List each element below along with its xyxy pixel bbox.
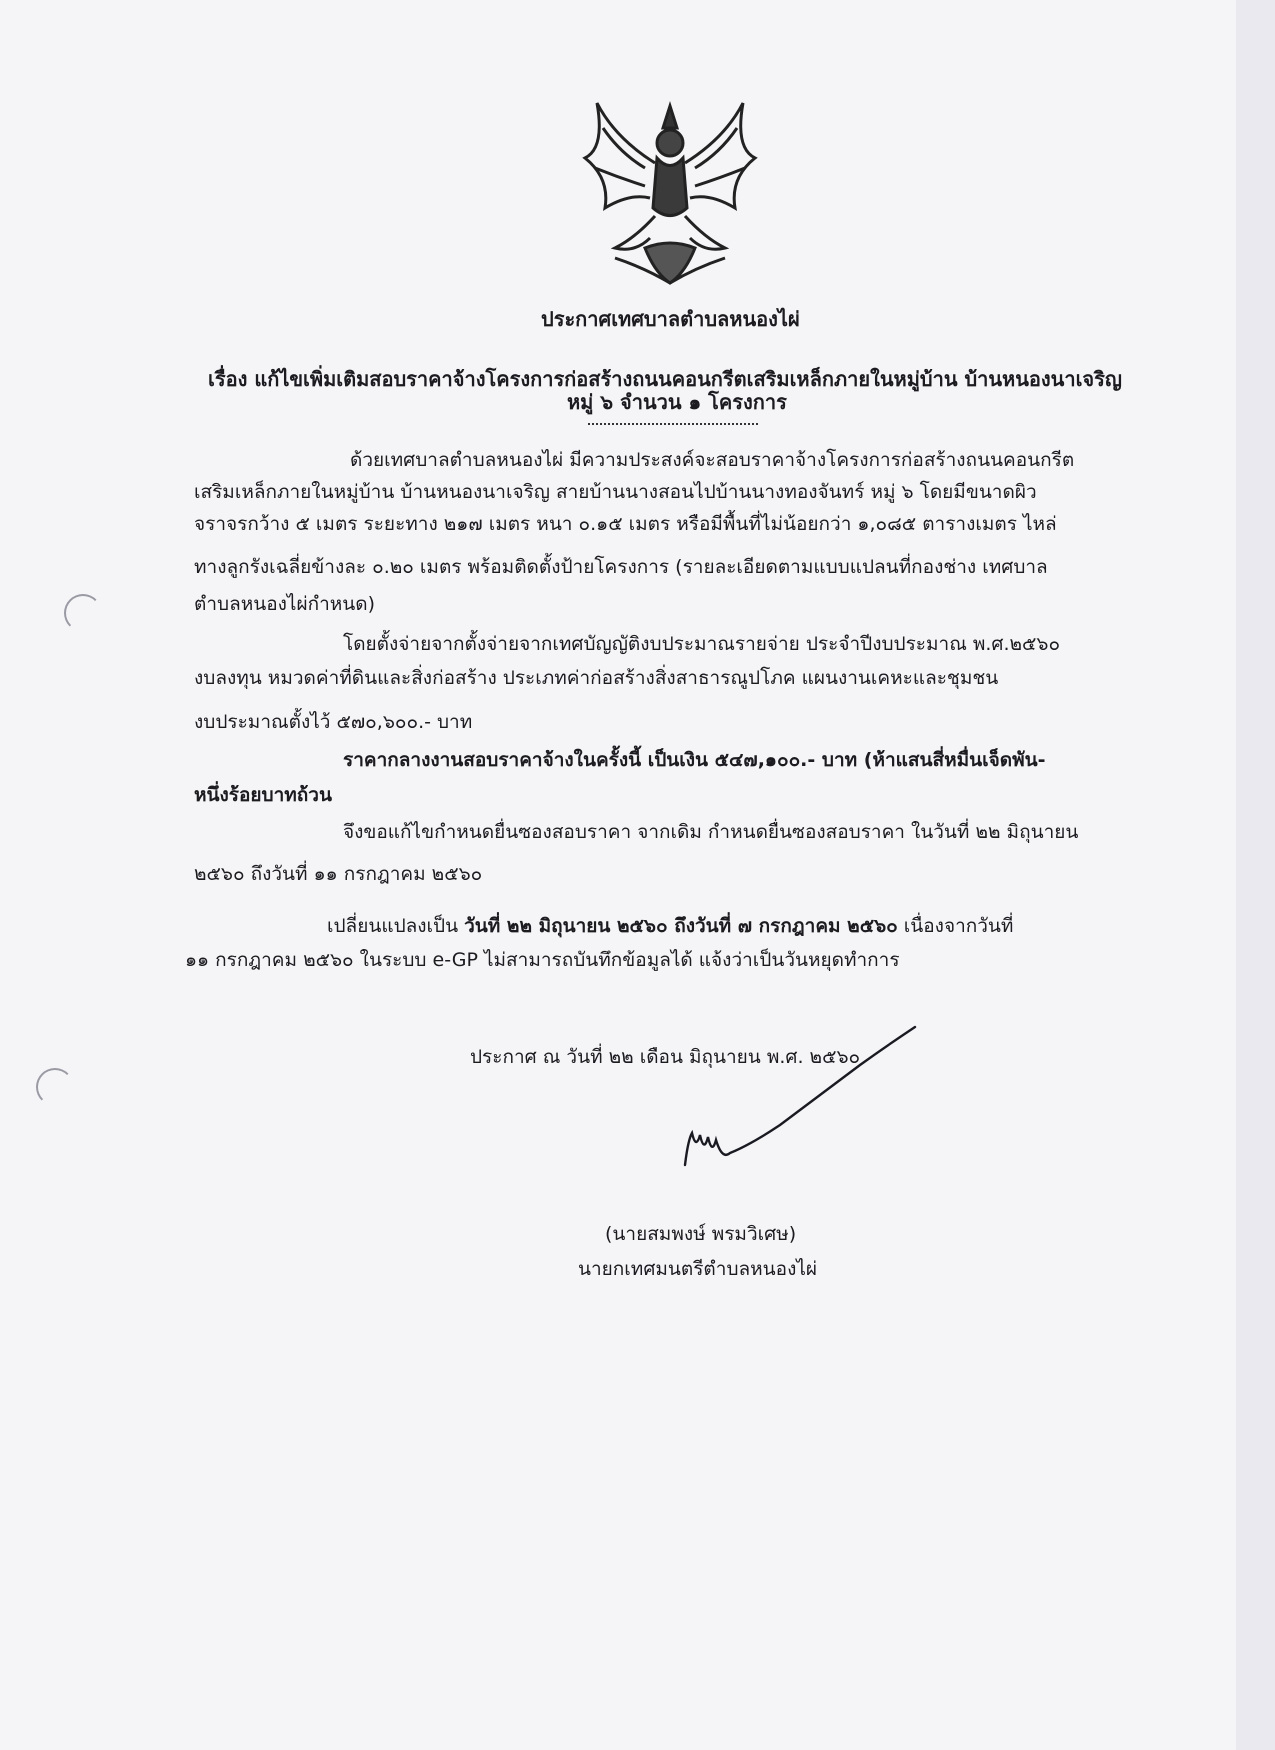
punch-hole <box>36 1068 74 1106</box>
document-heading: ประกาศเทศบาลตำบลหนองไผ่ <box>541 307 800 331</box>
reason-prefix: เนื่องจากวันที่ <box>903 915 1014 937</box>
punch-hole <box>64 594 102 632</box>
paragraph-1-line: ด้วยเทศบาลตำบลหนองไผ่ มีความประสงค์จะสอบราคาจ้างโครงการก่อสร้างถนนคอนกรีต <box>350 449 1075 471</box>
scan-edge <box>1236 0 1275 1750</box>
paragraph-2-line: งบลงทุน หมวดค่าที่ดินและสิ่งก่อสร้าง ประเภทค่าก่อสร้างสิ่งสาธารณูปโภค แผนงานเคหะและชุมชน <box>194 667 999 689</box>
paragraph-2-line: งบประมาณตั้งไว้ ๕๗๐,๖๐๐.- บาท <box>194 711 473 733</box>
paragraph-4-line: จึงขอแก้ไขกำหนดยื่นซองสอบราคา จากเดิม กำหนดยื่นซองสอบราคา ในวันที่ ๒๒ มิถุนายน <box>343 821 1079 843</box>
subject-line-2: หมู่ ๖ จำนวน ๑ โครงการ <box>567 390 787 414</box>
new-date-range: วันที่ ๒๒ มิถุนายน ๒๕๖๐ ถึงวันที่ ๗ กรกฎาคม ๒๕๖๐ <box>464 915 898 937</box>
paragraph-1-line: ทางลูกรังเฉลี่ยข้างละ ๐.๒๐ เมตร พร้อมติดตั้งป้ายโครงการ (รายละเอียดตามแบบแปลนที่กองช่าง เทศบาล <box>194 556 1048 578</box>
garuda-emblem-icon <box>575 98 765 288</box>
paragraph-1-line: เสริมเหล็กภายในหมู่บ้าน บ้านหนองนาเจริญ สายบ้านนางสอนไปบ้านนางทองจันทร์ หมู่ ๖ โดยมีขนาดผิว <box>194 481 1037 503</box>
signer-title: นายกเทศมนตรีตำบลหนองไผ่ <box>578 1258 818 1280</box>
change-label: เปลี่ยนแปลงเป็น <box>327 915 459 937</box>
paragraph-1-line: จราจรกว้าง ๕ เมตร ระยะทาง ๒๑๗ เมตร หนา ๐.๑๕ เมตร หรือมีพื้นที่ไม่น้อยกว่า ๑,๐๘๕ ตารางเมตร ไหล่ <box>194 513 1057 535</box>
paragraph-3-line: หนึ่งร้อยบาทถ้วน <box>194 784 332 806</box>
handwritten-signature <box>670 1025 930 1175</box>
paragraph-1-line: ตำบลหนองไผ่กำหนด) <box>194 593 376 615</box>
paragraph-5-line <box>327 914 1013 939</box>
paragraph-5-line: ๑๑ กรกฎาคม ๒๕๖๐ ในระบบ e-GP ไม่สามารถบันทึกข้อมูลได้ แจ้งว่าเป็นวันหยุดทำการ <box>185 949 900 971</box>
paragraph-2-line: โดยตั้งจ่ายจากตั้งจ่ายจากเทศบัญญัติงบประมาณรายจ่าย ประจำปีงบประมาณ พ.ศ.๒๕๖๐ <box>343 633 1061 655</box>
subject-line-1: เรื่อง แก้ไขเพิ่มเติมสอบราคาจ้างโครงการก่อสร้างถนนคอนกรีตเสริมเหล็กภายในหมู่บ้าน บ้านหนองนาเจริญ <box>208 367 1122 391</box>
separator-dots <box>588 423 758 425</box>
paragraph-4-line: ๒๕๖๐ ถึงวันที่ ๑๑ กรกฎาคม ๒๕๖๐ <box>194 863 483 885</box>
paragraph-3-line: ราคากลางงานสอบราคาจ้างในครั้งนี้ เป็นเงิน ๕๔๗,๑๐๐.- บาท (ห้าแสนสี่หมื่นเจ็ดพัน- <box>343 749 1046 771</box>
signer-name: (นายสมพงษ์ พรมวิเศษ) <box>605 1223 797 1245</box>
announce-date: ประกาศ ณ วันที่ ๒๒ เดือน มิถุนายน พ.ศ. ๒๕๖๐ <box>470 1046 861 1068</box>
